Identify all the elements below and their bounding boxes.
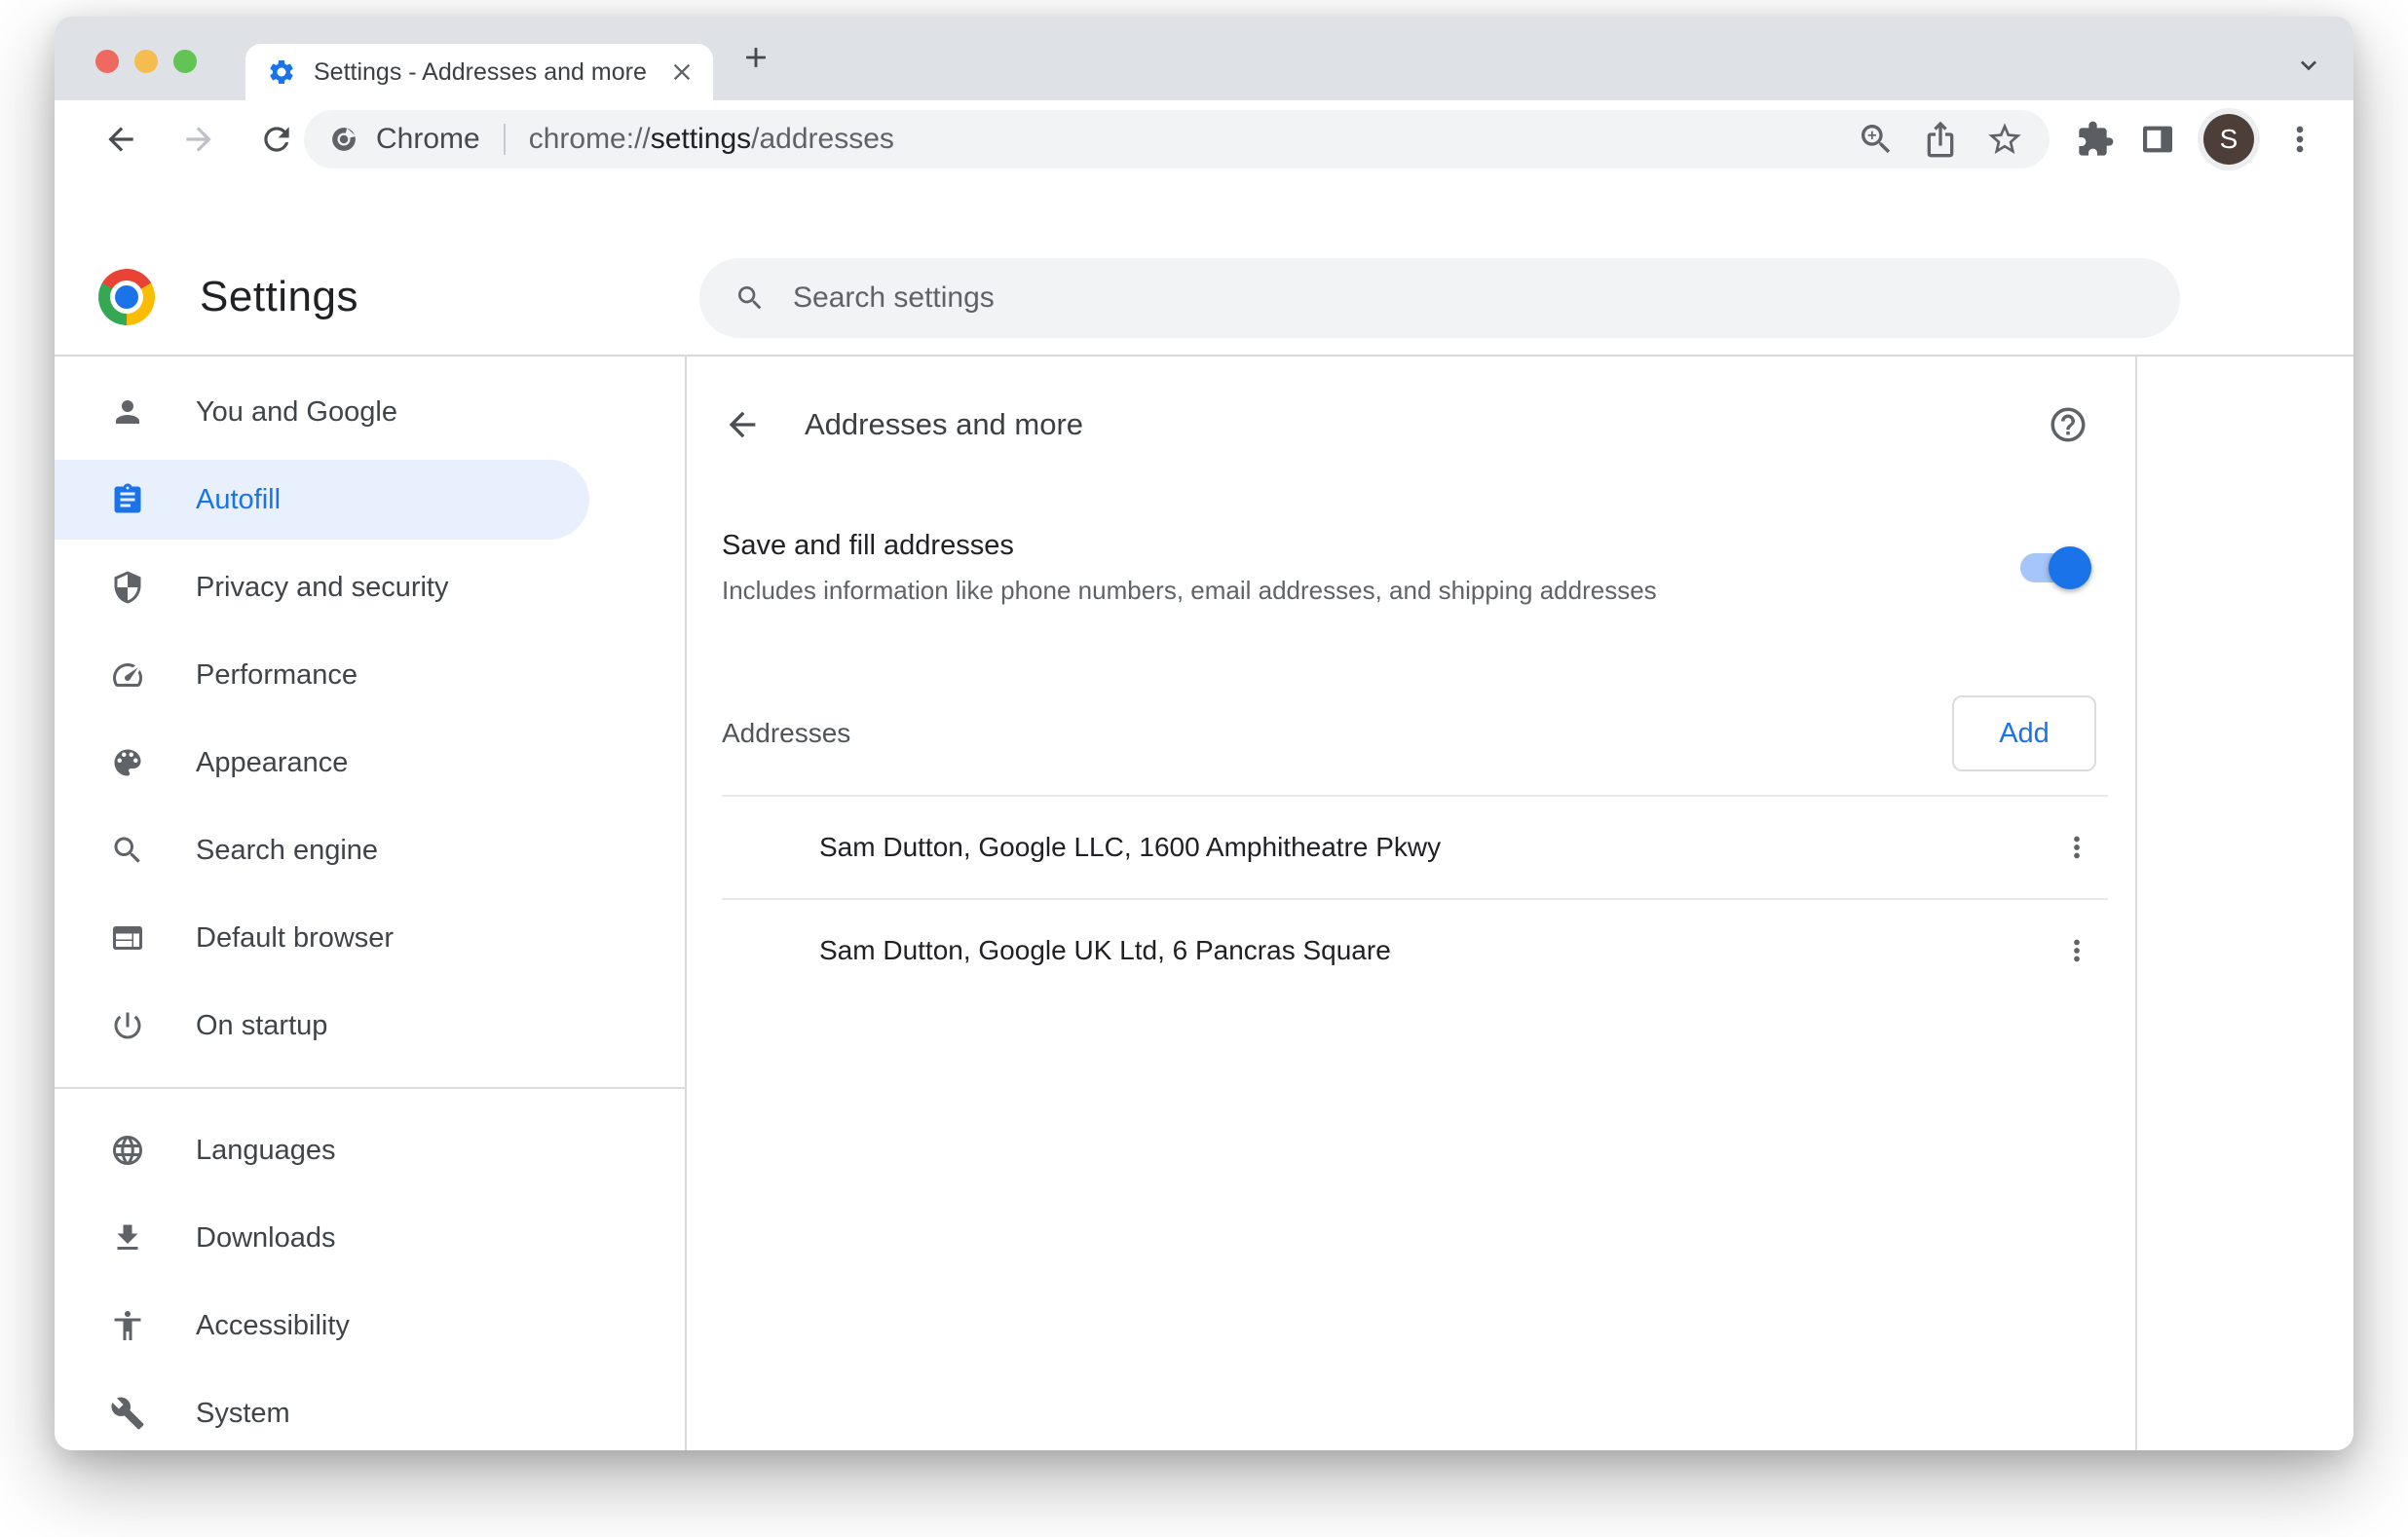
- sidebar-divider: [55, 1087, 685, 1089]
- search-icon: [110, 833, 145, 868]
- sidebar-item-search-engine[interactable]: [55, 810, 685, 890]
- sidebar-item-you-and-google[interactable]: [55, 372, 685, 452]
- new-tab-button[interactable]: [731, 32, 781, 83]
- add-address-button[interactable]: Add: [1952, 695, 2096, 771]
- toolbar-actions: [2073, 114, 2322, 165]
- sidebar-item-label: Autofill: [196, 483, 282, 515]
- address-row: [722, 795, 2108, 898]
- page-title: Settings: [200, 273, 358, 320]
- subpage-header: [687, 356, 2135, 468]
- site-label: Chrome: [376, 123, 480, 155]
- download-icon: [110, 1220, 145, 1256]
- sidebar-item-downloads[interactable]: [55, 1198, 685, 1278]
- chrome-mono-icon: [329, 125, 358, 154]
- palette-icon: [110, 745, 145, 780]
- tab-close-icon[interactable]: [668, 58, 696, 86]
- speedometer-icon: [110, 657, 145, 693]
- settings-page-header: [55, 178, 2353, 356]
- save-fill-addresses-toggle[interactable]: [2020, 553, 2088, 582]
- back-arrow-icon[interactable]: [721, 403, 764, 446]
- sidebar-item-default-browser[interactable]: [55, 898, 685, 978]
- sidebar-item-on-startup[interactable]: [55, 986, 685, 1066]
- chrome-logo-icon: [98, 269, 155, 325]
- sidebar-item-label: On startup: [196, 1009, 328, 1041]
- browser-tab-settings[interactable]: [245, 44, 713, 100]
- help-icon[interactable]: [2048, 404, 2088, 445]
- url-text: chrome://settings/addresses: [528, 123, 894, 155]
- sidebar-item-performance[interactable]: [55, 635, 685, 715]
- sidebar-item-label: Search engine: [196, 834, 379, 866]
- addresses-list: [722, 795, 2108, 1001]
- settings-sidebar: [55, 356, 687, 1450]
- accessibility-icon: [110, 1308, 145, 1343]
- search-settings-input[interactable]: [791, 281, 2170, 316]
- reload-icon[interactable]: [253, 116, 300, 163]
- sidebar-item-label: Default browser: [196, 921, 395, 954]
- chevron-down-icon[interactable]: [2287, 44, 2330, 87]
- sidebar-item-appearance[interactable]: [55, 723, 685, 803]
- subpage-title: Addresses and more: [805, 407, 1084, 441]
- sidebar-item-label: System: [196, 1397, 290, 1429]
- settings-gear-icon: [267, 57, 296, 87]
- toggle-row-subtitle: Includes information like phone numbers, email addresses, and shipping addresses: [722, 576, 1657, 605]
- browser-toolbar: [55, 100, 2353, 178]
- browser-window: [55, 17, 2353, 1450]
- minimize-window-button[interactable]: [134, 50, 158, 73]
- address-text: Sam Dutton, Google LLC, 1600 Amphitheatre Pkwy: [819, 832, 1442, 862]
- more-vert-icon[interactable]: [2055, 826, 2098, 869]
- tab-title: Settings - Addresses and more: [314, 57, 647, 86]
- right-gutter: [2137, 356, 2353, 1450]
- search-icon: [734, 282, 766, 314]
- sidebar-item-privacy-and-security[interactable]: [55, 547, 685, 627]
- tab-strip: [55, 17, 2353, 100]
- close-window-button[interactable]: [95, 50, 119, 73]
- sidebar-item-autofill[interactable]: [55, 460, 589, 540]
- address-text: Sam Dutton, Google UK Ltd, 6 Pancras Square: [819, 935, 1391, 965]
- sidebar-item-label: Performance: [196, 658, 358, 691]
- side-panel-icon[interactable]: [2135, 117, 2180, 162]
- shield-icon: [110, 570, 145, 605]
- settings-search-box[interactable]: [699, 258, 2180, 338]
- settings-content: [687, 356, 2137, 1450]
- browser-menu-icon[interactable]: [2277, 117, 2322, 162]
- sidebar-item-accessibility[interactable]: [55, 1286, 685, 1366]
- power-icon: [110, 1008, 145, 1043]
- profile-avatar[interactable]: S: [2203, 114, 2254, 165]
- extensions-puzzle-icon[interactable]: [2073, 117, 2118, 162]
- globe-icon: [110, 1133, 145, 1168]
- autofill-clipboard-icon: [110, 482, 145, 517]
- back-icon[interactable]: [97, 116, 144, 163]
- addresses-heading: Addresses: [722, 718, 851, 748]
- traffic-lights: [95, 50, 197, 73]
- sidebar-item-label: Accessibility: [196, 1309, 350, 1341]
- person-icon: [110, 394, 145, 430]
- sidebar-item-label: You and Google: [196, 395, 397, 428]
- sidebar-item-label: Privacy and security: [196, 571, 449, 603]
- sidebar-item-label: Appearance: [196, 746, 349, 778]
- save-fill-addresses-row: [722, 530, 2092, 606]
- omnibox-divider: [504, 124, 506, 155]
- zoom-in-icon[interactable]: [1857, 120, 1896, 159]
- sidebar-item-languages[interactable]: [55, 1110, 685, 1190]
- settings-brand: [98, 269, 358, 325]
- sidebar-item-system[interactable]: [55, 1373, 685, 1450]
- forward-icon[interactable]: [175, 116, 222, 163]
- wrench-icon: [110, 1396, 145, 1431]
- toggle-row-title: Save and fill addresses: [722, 530, 1014, 561]
- address-row: [722, 898, 2108, 1001]
- zoom-window-button[interactable]: [173, 50, 197, 73]
- sidebar-item-label: Downloads: [196, 1221, 336, 1254]
- bookmark-star-icon[interactable]: [1985, 120, 2024, 159]
- browser-window-icon: [110, 920, 145, 956]
- more-vert-icon[interactable]: [2055, 929, 2098, 972]
- settings-body: [55, 356, 2353, 1450]
- omnibox-url-bar[interactable]: [304, 110, 2050, 169]
- share-icon[interactable]: [1921, 120, 1960, 159]
- addresses-section-header: [722, 695, 2096, 771]
- sidebar-item-label: Languages: [196, 1134, 336, 1166]
